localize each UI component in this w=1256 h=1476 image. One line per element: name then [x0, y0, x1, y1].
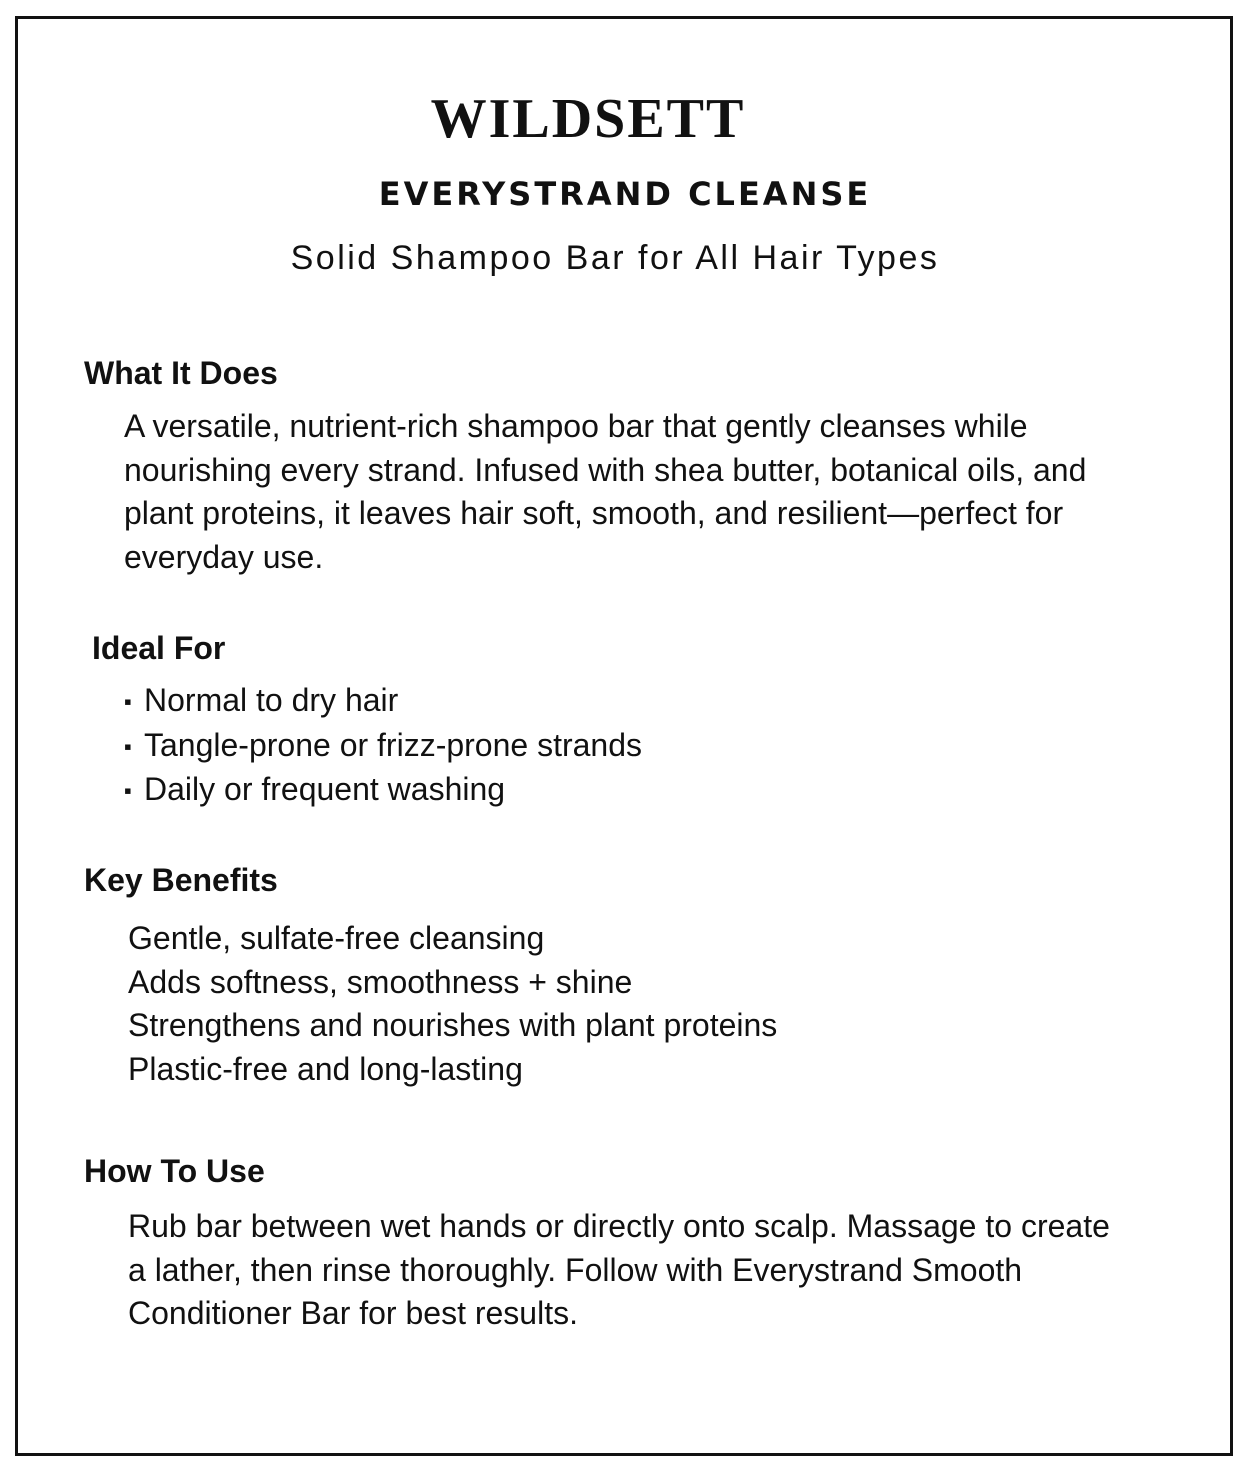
list-item: Gentle, sulfate-free cleansing — [128, 920, 545, 956]
list-item — [124, 679, 642, 724]
section-heading-ideal-for: Ideal For — [92, 630, 226, 666]
brand-logo: WILDSETT — [430, 88, 746, 150]
list-item-text: Daily or frequent washing — [144, 771, 506, 807]
key-benefits-list — [128, 917, 777, 1091]
text-line: Rub bar between wet hands or directly onto scalp. Massage to create — [128, 1208, 1110, 1244]
list-item: Adds softness, smoothness + shine — [128, 963, 633, 1000]
text-line: nourishing every strand. Infused with shea butter, botanical oils, and — [124, 451, 1087, 488]
list-item — [124, 724, 642, 769]
list-item — [124, 768, 642, 813]
list-item-text: Tangle-prone or frizz-prone strands — [144, 726, 643, 763]
ideal-for-list — [124, 679, 642, 813]
text-line: everyday use. — [124, 538, 324, 575]
section-heading-key-benefits: Key Benefits — [84, 862, 278, 898]
list-item-text: Normal to dry hair — [144, 682, 399, 718]
bullet-icon: ▪ — [124, 689, 132, 714]
how-to-use-text — [128, 1205, 1110, 1336]
product-subtitle: Solid Shampoo Bar for All Hair Types — [290, 239, 940, 277]
list-item: Strengthens and nourishes with plant proteins — [128, 1007, 778, 1043]
text-line: plant proteins, it leaves hair soft, smooth, and resilient—perfect for — [124, 495, 1064, 531]
text-line: A versatile, nutrient-rich shampoo bar that gently cleanses while — [124, 408, 1028, 444]
text-line: Conditioner Bar for best results. — [128, 1295, 578, 1331]
bullet-icon: ▪ — [124, 778, 132, 803]
list-item: Plastic-free and long-lasting — [128, 1050, 523, 1087]
text-line: a lather, then rinse thoroughly. Follow with Everystrand Smooth — [128, 1251, 1023, 1288]
bullet-icon: ▪ — [124, 733, 132, 759]
what-it-does-text — [124, 405, 1086, 579]
product-name: EVERYSTRAND CLEANSE — [378, 175, 872, 213]
section-heading-how-to-use: How To Use — [84, 1153, 265, 1189]
section-heading-what-it-does: What It Does — [84, 355, 278, 391]
